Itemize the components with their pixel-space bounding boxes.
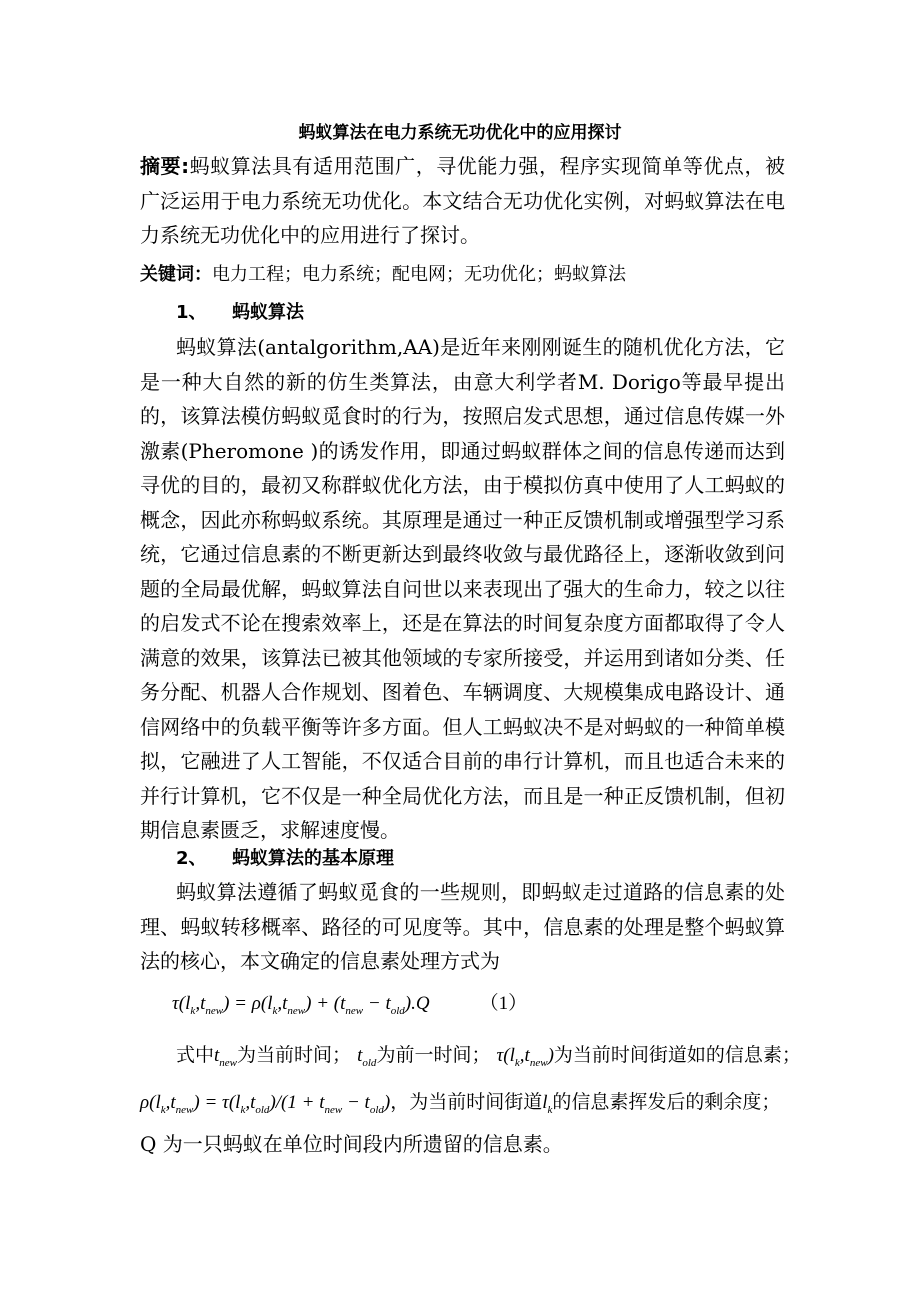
- where-rho: ，为当前时间街道: [390, 1091, 543, 1113]
- where-line-1: [176, 1040, 801, 1069]
- where-prefix: 式中: [176, 1044, 215, 1066]
- section-1-number: 1、: [176, 302, 207, 323]
- last-line: Q 为一只蚂蚁在单位时间段内所遗留的信息素。: [140, 1132, 563, 1156]
- abstract-label: 摘要:: [140, 154, 190, 178]
- abstract-text: 蚂蚁算法具有适用范围广，寻优能力强，程序实现简单等优点，被广泛运用于电力系统无功优化。本文结合无功优化实例，对蚂蚁算法在电力系统无功优化中的应用进行了探讨。: [140, 154, 786, 247]
- symbol-tau: $\tau(l_k,t_{new})$: [496, 1045, 554, 1069]
- where-line-2: [140, 1087, 780, 1116]
- section-1-heading: [176, 298, 304, 324]
- where-rho-tail: 的信息素挥发后的剩余度；: [552, 1091, 781, 1113]
- section-2-body: 蚂蚁算法遵循了蚂蚁觅食的一些规则，即蚂蚁走过道路的信息素的处理、蚂蚁转移概率、路径的可见度等。其中，信息素的处理是整个蚂蚁算法的核心，本文确定的信息素处理方式为: [140, 880, 785, 973]
- section-2-title: 蚂蚁算法的基本原理: [232, 848, 394, 869]
- where-t-new: 为当前时间；: [237, 1044, 352, 1066]
- section-2-heading: [176, 844, 394, 870]
- section-1-body: 蚂蚁算法(antalgorithm,AA)是近年来刚刚诞生的随机优化方法，它是一种大自然的新的仿生类算法，由意大利学者M. Dorigo等最早提出的，该算法模仿蚂蚁觅食时的行为，按照启发式思想，通过信息传媒一外激素(Pheromone )的诱发作用，即通过蚂蚁群体之间的信息传递而达到寻优的目的，最初又称群蚁优化方法，由于模拟仿真中使用了人工蚂蚁的概念，因此亦称蚂蚁系统。其原理是通过一种正反馈机制或增强型学习系统，它通过信息素的不断更新达到最终收敛与最优路径上，逐渐收敛到问题的全局最优解，蚂蚁算法自问世以来表现出了强大的生命力，较之以往的启发式不论在搜索效率上，还是在算法的时间复杂度方面都取得了令人满意的效果，该算法已被其他领域的专家所接受，并运用到诸如分类、任务分配、机器人合作规划、图着色、车辆调度、大规模集成电路设计、通信网络中的负载平衡等许多方面。但人工蚂蚁决不是对蚂蚁的一种简单模拟，它融进了人工智能，不仅适合目前的串行计算机，而且也适合未来的并行计算机，它不仅是一种全局优化方法，而且是一种正反馈机制，但初期信息素匮乏，求解速度慢。: [140, 335, 785, 842]
- symbol-t-new: $t_{new}$: [214, 1045, 238, 1069]
- symbol-l-k: $l_k$: [542, 1092, 553, 1116]
- section-1-title: 蚂蚁算法: [232, 302, 304, 323]
- equation-1-number: （1）: [479, 993, 528, 1014]
- abstract: [140, 149, 785, 253]
- keywords-text: 电力工程；电力系统；配电网；无功优化；蚂蚁算法: [212, 264, 626, 285]
- keywords-label: 关键词：: [140, 264, 212, 285]
- symbol-rho-formula: $\rho(l_k,t_{new}) = \tau(l_k,t_{old})/(1 + t_{new} - t_{old})$: [140, 1092, 391, 1116]
- page-title: 蚂蚁算法在电力系统无功优化中的应用探讨: [298, 123, 622, 143]
- where-t-old: 为前一时间；: [376, 1044, 491, 1066]
- section-2-number: 2、: [176, 848, 207, 869]
- equation-1: $\tau(l_k,t_{new}) = \rho(l_k,t_{new}) + (t_{new} - t_{old}).Q$ （1）: [172, 993, 528, 1017]
- where-tau: 为当前时间街道如的信息素；: [553, 1044, 801, 1066]
- symbol-t-old: $t_{old}$: [357, 1045, 377, 1069]
- keywords: [140, 258, 626, 292]
